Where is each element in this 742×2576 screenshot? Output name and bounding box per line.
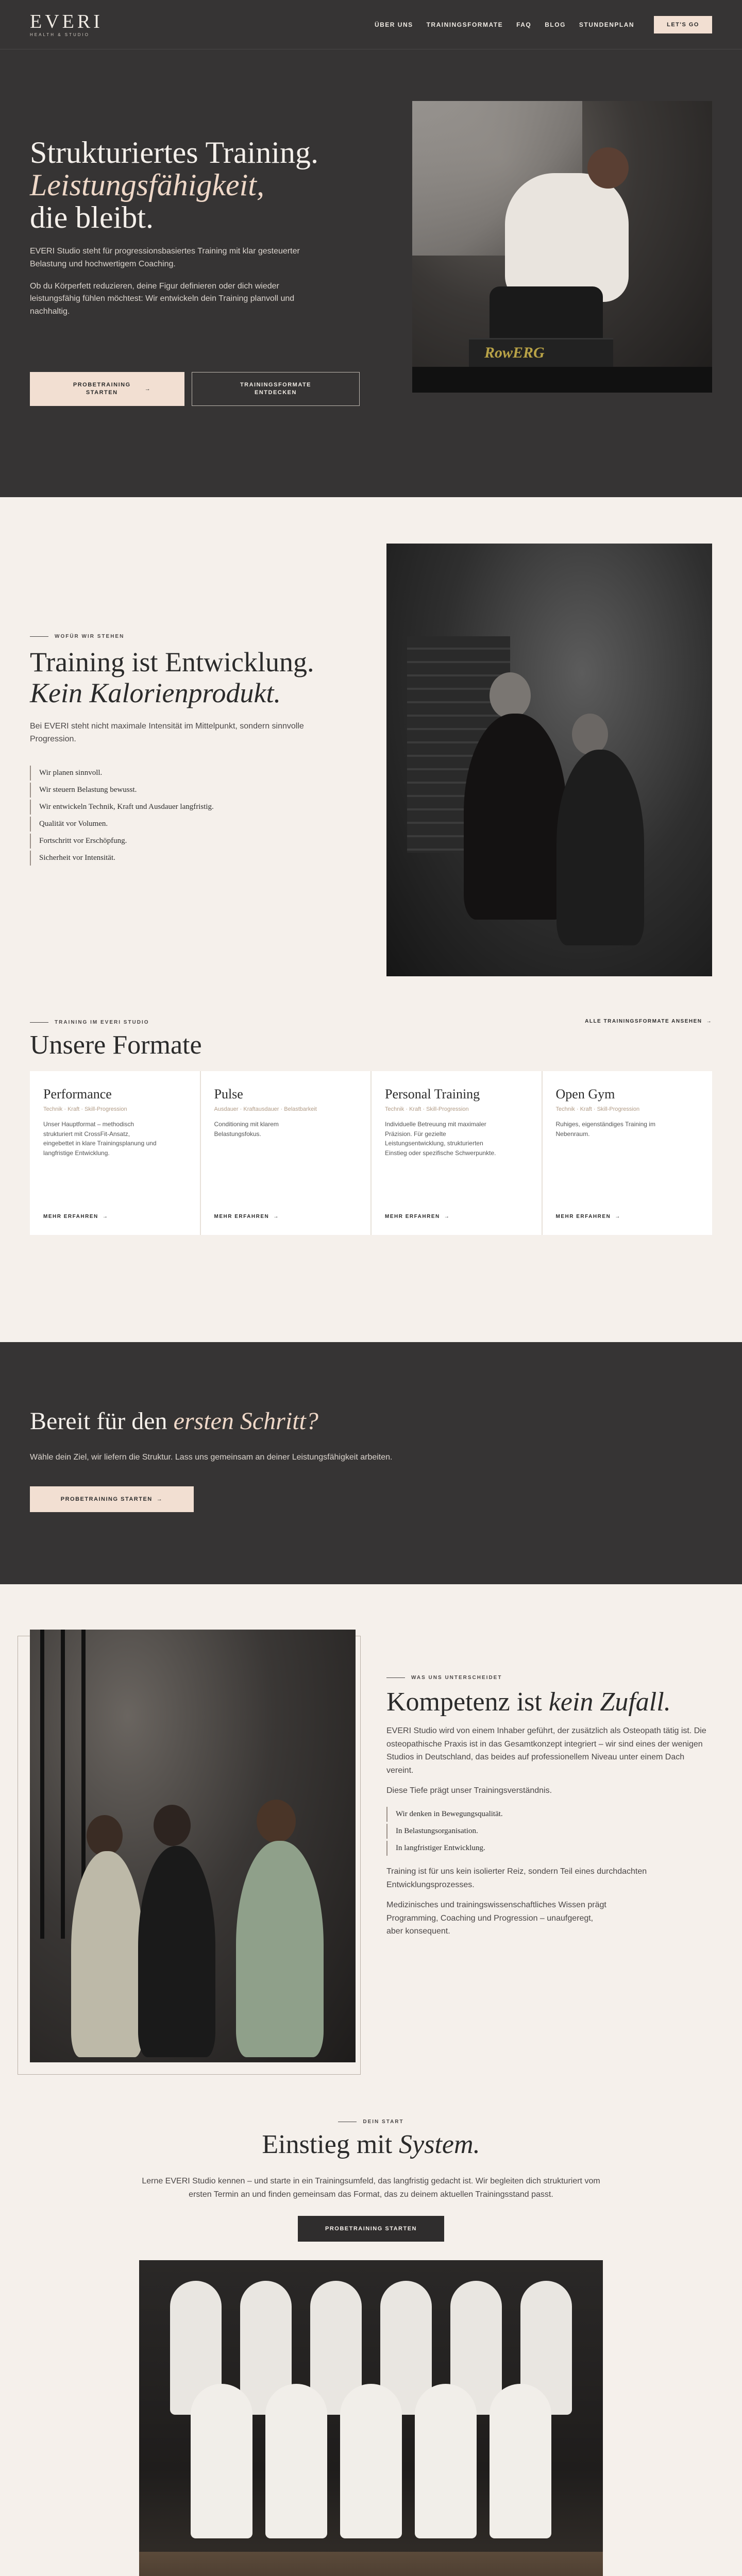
formats-eyebrow	[30, 1020, 149, 1025]
start-text: Lerne EVERI Studio kennen – und starte in ein Trainingsumfeld, das langfristig gedacht ist. Wir begleiten dich strukturiert vom ersten Termin an und finden gemeinsam das Format, das zu deinem aktuellen Trainingsstand passt.	[142, 2177, 600, 2199]
hero-probetraining-button[interactable]	[30, 372, 184, 406]
format-card-open-gym[interactable]	[543, 1071, 713, 1235]
philosophy-title-line2: Kein Kalorienprodukt.	[30, 677, 281, 709]
eyebrow-line	[30, 636, 48, 637]
nav-item-blog[interactable]: BLOG	[545, 21, 566, 28]
hero-paragraph-1: EVERI Studio steht für progressionsbasiertes Training mit klar gesteuerter Belastung und hochwertigem Coaching.	[30, 247, 300, 268]
start-probetraining-button[interactable]	[298, 2216, 444, 2242]
competence-title	[386, 1687, 711, 1717]
format-card-personal-training[interactable]	[372, 1071, 542, 1235]
competence-eyebrow-text: WAS UNS UNTERSCHEIDET	[411, 1675, 502, 1681]
philosophy-list-item: Fortschritt vor Erschöpfung.	[30, 834, 349, 849]
competence-list-item: In Belastungsorganisation.	[386, 1824, 711, 1839]
formats-eyebrow-text: TRAINING IM EVERI STUDIO	[55, 1020, 149, 1025]
nav-item-faq[interactable]: FAQ	[516, 21, 532, 28]
format-card-more-link[interactable]	[43, 1214, 108, 1219]
eyebrow-line	[30, 1022, 48, 1023]
format-card-tags: Technik · Kraft · Skill-Progression	[555, 1106, 640, 1112]
competence-p4-line1: Medizinisches und trainingswissenschaftliches Wissen prägt	[386, 1901, 606, 1910]
format-card-tags: Technik · Kraft · Skill-Progression	[385, 1106, 469, 1112]
competence-paragraph-2: Diese Tiefe prägt unser Trainingsverständnis.	[386, 1786, 552, 1795]
start-title-part1: Einstieg mit	[262, 2130, 393, 2159]
philosophy-content	[30, 634, 349, 868]
arrow-right-icon: →	[156, 1496, 163, 1502]
competence-title-part1: Kompetenz ist	[386, 1687, 542, 1717]
person-figure	[236, 1841, 324, 2057]
team-member	[265, 2384, 327, 2538]
rower-label: RowERG	[484, 344, 545, 361]
person-head	[87, 1815, 123, 1856]
team-front-row	[191, 2384, 551, 2538]
competence-p4-line3: aber konsequent.	[386, 1927, 450, 1936]
start-eyebrow-text: DEIN START	[363, 2119, 404, 2125]
nav-item-stundenplan[interactable]: STUNDENPLAN	[579, 21, 635, 28]
philosophy-list-item: Sicherheit vor Intensität.	[30, 851, 349, 866]
site-header	[0, 0, 742, 49]
formats-all-link-label: ALLE TRAININGSFORMATE ANSEHEN	[585, 1019, 702, 1024]
philosophy-title-line1: Training ist Entwicklung.	[30, 647, 314, 677]
philosophy-eyebrow-text: WOFÜR WIR STEHEN	[55, 634, 125, 639]
format-card-more-label: MEHR ERFAHREN	[43, 1214, 98, 1219]
hero-title-line1: Strukturiertes Training.	[30, 135, 319, 170]
arrow-right-icon: →	[615, 1214, 621, 1219]
format-card-text: Conditioning mit klarem Belastungsfokus.	[214, 1121, 279, 1138]
format-card-tags: Technik · Kraft · Skill-Progression	[43, 1106, 127, 1112]
philosophy-list-item: Wir entwickeln Technik, Kraft und Ausdauer langfristig.	[30, 800, 349, 815]
competence-photo	[30, 1630, 356, 2062]
competence-list-item: Wir denken in Bewegungsqualität.	[386, 1807, 711, 1822]
person-figure	[71, 1851, 143, 2057]
hero-buttons	[30, 372, 365, 406]
team-member	[340, 2384, 402, 2538]
coach-figure	[464, 714, 567, 920]
cta-button-label: PROBETRAINING STARTEN	[60, 1496, 153, 1502]
competence-content	[386, 1675, 711, 1938]
philosophy-list	[30, 766, 349, 866]
competence-list-item: In langfristiger Entwicklung.	[386, 1841, 711, 1856]
hero-paragraph-2: Ob du Körperfett reduzieren, deine Figur definieren oder dich wieder leistungsfähig fühlen möchtest: Wir entwickeln dein Training planvoll und nachhaltig.	[30, 281, 295, 316]
philosophy-list-item: Wir steuern Belastung bewusst.	[30, 783, 349, 798]
athlete-head	[587, 147, 629, 189]
competence-section	[0, 1584, 742, 2110]
competence-title-part2: kein Zufall.	[548, 1687, 671, 1717]
cta-section	[0, 1342, 742, 1584]
philosophy-eyebrow	[30, 634, 349, 639]
start-title-part2: System.	[399, 2130, 480, 2159]
format-card-more-label: MEHR ERFAHREN	[385, 1214, 440, 1219]
competence-paragraph-3: Training ist für uns kein isolierter Reiz, sondern Teil eines durchdachten Entwicklungsprozesses.	[386, 1867, 647, 1889]
start-button-label: PROBETRAINING STARTEN	[325, 2226, 417, 2232]
hero-content	[30, 137, 365, 406]
formats-cards	[30, 1071, 712, 1235]
format-card-more-link[interactable]	[385, 1214, 450, 1219]
hero-formate-label: TRAININGSFORMATE ENTDECKEN	[240, 381, 312, 396]
hero-formate-button[interactable]	[192, 372, 360, 406]
nav-item-ueber-uns[interactable]: ÜBER UNS	[374, 21, 413, 28]
hero-title-line3: die bleibt.	[30, 200, 154, 234]
format-card-text: Ruhiges, eigenständiges Training im Nebenraum.	[555, 1121, 655, 1138]
competence-paragraph-4	[386, 1899, 711, 1938]
format-card-title: Personal Training	[385, 1087, 480, 1101]
athlete-figure	[505, 173, 629, 302]
philosophy-section	[0, 497, 742, 1008]
philosophy-text: Bei EVERI steht nicht maximale Intensität im Mittelpunkt, sondern sinnvolle Progression.	[30, 721, 304, 743]
person-head	[257, 1800, 296, 1843]
hero-section	[0, 0, 742, 497]
hero-title-line2: Leistungsfähigkeit,	[30, 168, 264, 202]
competence-list	[386, 1807, 711, 1856]
format-card-performance[interactable]	[30, 1071, 200, 1235]
arrow-right-icon: →	[144, 385, 151, 392]
cta-title-part1: Bereit für den	[30, 1408, 167, 1435]
wooden-boxes	[139, 2552, 603, 2576]
philosophy-title	[30, 647, 349, 709]
philosophy-list-item: Qualität vor Volumen.	[30, 817, 349, 832]
nav-item-trainingsformate[interactable]: TRAININGSFORMATE	[426, 21, 503, 28]
cta-title	[30, 1407, 318, 1435]
person-figure	[138, 1846, 215, 2057]
start-eyebrow	[0, 2119, 742, 2125]
eyebrow-line	[386, 1677, 405, 1678]
format-card-more-label: MEHR ERFAHREN	[214, 1214, 269, 1219]
format-card-title: Pulse	[214, 1087, 243, 1101]
format-card-more-link[interactable]	[556, 1214, 621, 1219]
format-card-text: Individuelle Betreuung mit maximaler Präzision. Für gezielte Leistungsentwicklung, strukturierten Einstieg oder spezifische Schwerpunkte.	[385, 1121, 496, 1157]
format-card-title: Performance	[43, 1087, 112, 1101]
start-section	[0, 2110, 742, 2576]
philosophy-photo	[386, 544, 712, 976]
hero-probetraining-label: PROBETRAINING STARTEN	[73, 381, 131, 396]
competence-p4-line2: Programming, Coaching und Progression – unaufgeregt,	[386, 1913, 594, 1923]
main-nav	[375, 16, 712, 33]
logo[interactable]	[30, 12, 103, 37]
format-card-more-label: MEHR ERFAHREN	[555, 1214, 611, 1219]
logo-subtext: HEALTH & STUDIO	[30, 32, 90, 37]
arrow-right-icon: →	[706, 1019, 712, 1024]
hero-title	[30, 137, 365, 234]
arrow-right-icon: →	[102, 1214, 109, 1219]
team-member	[490, 2384, 551, 2538]
cta-probetraining-button[interactable]	[30, 1486, 194, 1512]
cta-title-part2: ersten Schritt?	[173, 1408, 318, 1435]
cta-text: Wähle dein Ziel, wir liefern die Struktur. Lass uns gemeinsam an deiner Leistungsfähigkeit arbeiten.	[30, 1453, 393, 1462]
floor	[412, 367, 712, 393]
format-card-title: Open Gym	[555, 1087, 615, 1101]
competence-eyebrow	[386, 1675, 711, 1681]
format-card-tags: Ausdauer · Kraftausdauer · Belastbarkeit	[214, 1106, 317, 1112]
athlete-figure	[556, 750, 644, 945]
team-member	[415, 2384, 477, 2538]
start-title	[0, 2129, 742, 2160]
logo-text: EVERI	[30, 11, 103, 32]
competence-paragraph-1: EVERI Studio wird von einem Inhaber geführt, der zusätzlich als Osteopath tätig ist. Die osteopathische Praxis ist in das Gesamtkonzept integriert – wir sind eines der wenigen Studios in Deutschland, das beides auf professionellem Niveau unter einem Dach vereint.	[386, 1726, 706, 1775]
format-card-more-link[interactable]	[214, 1214, 279, 1219]
coach-head	[490, 672, 531, 719]
format-card-text: Unser Hauptformat – methodisch strukturiert mit CrossFit-Ansatz, eingebettet in klare Trainingsplanung und langfristige Entwicklung.	[43, 1121, 157, 1157]
formats-all-link[interactable]	[585, 1019, 712, 1024]
format-card-pulse[interactable]	[201, 1071, 371, 1235]
team-member	[191, 2384, 252, 2538]
person-head	[154, 1805, 191, 1846]
arrow-right-icon: →	[444, 1214, 450, 1219]
hero-photo	[412, 101, 712, 393]
nav-cta-button[interactable]: LET'S GO	[654, 16, 712, 33]
formats-title: Unsere Formate	[30, 1030, 202, 1060]
athlete-head	[572, 714, 608, 755]
philosophy-list-item: Wir planen sinnvoll.	[30, 766, 349, 781]
team-photo	[139, 2260, 603, 2576]
arrow-right-icon: →	[273, 1214, 279, 1219]
formats-section	[0, 1008, 742, 1342]
